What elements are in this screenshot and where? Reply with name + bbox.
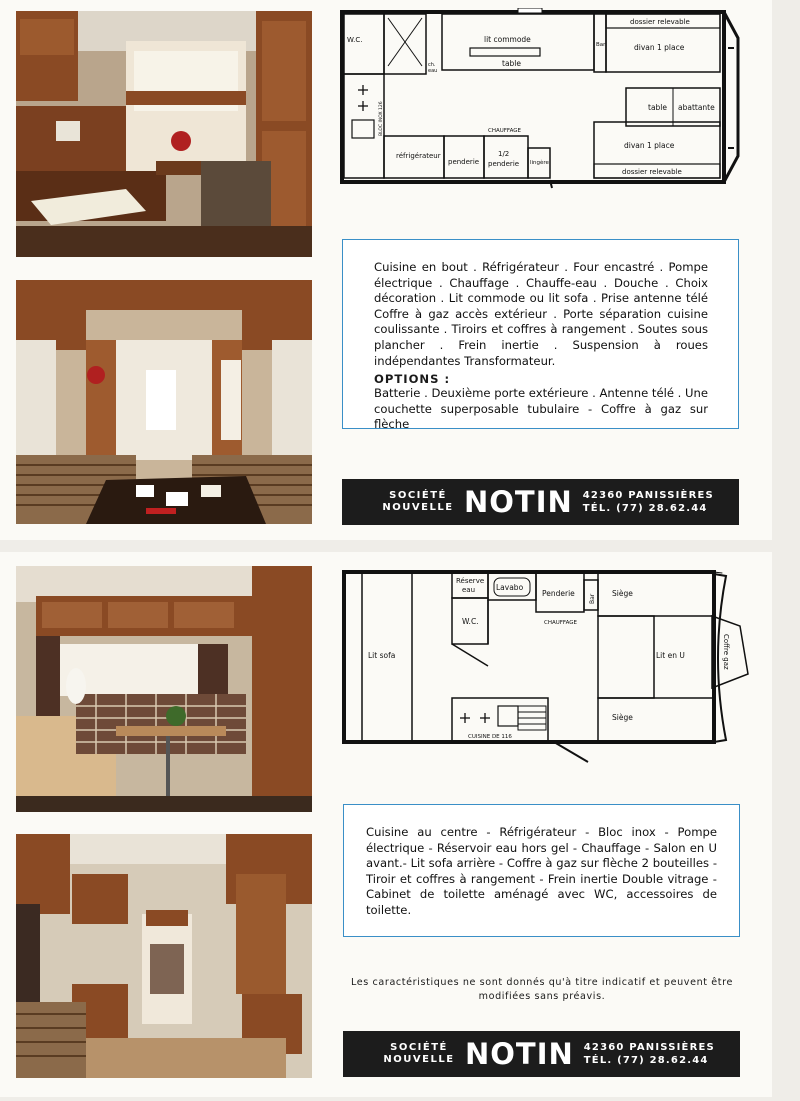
plan-top-bloc: BLOC INOX 126 [379, 101, 384, 136]
top-banner-societe [378, 490, 458, 514]
plan-bot-lit-u: Lit en U [656, 651, 685, 660]
floor-plan-bottom [338, 566, 762, 766]
disclaimer-line-2: modifiées sans préavis. [478, 991, 606, 1002]
plan-top-table-abattante-a: table [648, 103, 667, 112]
plan-bot-coffre-gaz: Coffre gaz [722, 634, 730, 670]
bottom-spec-box [343, 804, 740, 937]
plan-bot-wc: W.C. [462, 617, 479, 626]
floor-plan-top [338, 8, 742, 190]
plan-bot-siege-1: Siège [612, 589, 633, 598]
plan-top-table-abattante-b: abattante [678, 103, 715, 112]
plan-top-chauffage: CHAUFFAGE [488, 128, 521, 134]
plan-bot-chauffage: CHAUFFAGE [544, 620, 577, 626]
top-banner-societe-line: SOCIÉTÉ [389, 490, 447, 501]
plan-top-refrigerateur: réfrigérateur [396, 152, 441, 160]
top-banner-brand: NOTIN [464, 485, 573, 519]
top-banner-address [583, 489, 714, 515]
bottom-banner-nouvelle-line: NOUVELLE [383, 1054, 455, 1065]
plan-top-lit-commode: lit commode [484, 35, 531, 44]
top-spec-text: Cuisine en bout . Réfrigérateur . Four encastré . Pompe électrique . Chauffage . Chauffe-eau . Douche . Choix décoration . Lit commode ou lit sofa . Prise antenne télé Coffre à gaz accès extérieur . Porte séparation cuisine coulissante . Tiroirs et coffres à rangement . Soutes sous plancher . Frein inertie . Suspension à roues indépendantes Transformateur. [374, 260, 708, 368]
plan-bot-penderie: Penderie [542, 589, 575, 598]
plan-bot-reserve-1: Réserve [456, 577, 485, 585]
top-banner-nouvelle-line: NOUVELLE [382, 502, 454, 513]
plan-bot-lavabo: Lavabo [496, 583, 524, 592]
plan-top-shower-label: ch. [428, 62, 436, 68]
bottom-company-banner [343, 1031, 740, 1077]
bottom-banner-brand: NOTIN [465, 1037, 574, 1071]
top-spec-box [342, 239, 739, 432]
bottom-banner-societe-line: SOCIÉTÉ [390, 1042, 448, 1053]
plan-top-table: table [502, 59, 521, 68]
plan-bot-reserve-2: eau [462, 586, 476, 594]
top-company-banner [342, 479, 739, 525]
plan-bot-lit-sofa: Lit sofa [368, 651, 396, 660]
bottom-banner-societe [379, 1042, 459, 1066]
photo-kitchen-interior [16, 11, 312, 257]
plan-top-wc: W.C. [347, 36, 363, 44]
top-options-text: Batterie . Deuxième porte extérieure . Antenne télé . Une couchette superposable tubulaire - Coffre à gaz sur flèche [374, 386, 708, 432]
plan-top-penderie-2: penderie [488, 160, 520, 168]
plan-bot-bar: Bar [589, 593, 596, 604]
photo-corridor [16, 834, 312, 1078]
plan-top-divan-1: divan 1 place [634, 43, 685, 52]
top-banner-address-line2: TÉL. (77) 28.62.44 [582, 503, 708, 514]
bottom-banner-address-line2: TÉL. (77) 28.62.44 [583, 1055, 709, 1066]
bottom-banner-address [584, 1041, 715, 1067]
bottom-spec-text: Cuisine au centre - Réfrigérateur - Bloc inox - Pompe électrique - Réservoir eau hors gel - Chauffage - Salon en U avant.- Lit sofa arrière - Coffre à gaz sur flèche 2 bouteilles - Tiroir et coffres à rangement - Frein inertie Double vitrage - Cabinet de toilette aménagé avec WC, accessoires de toilette. [366, 825, 717, 917]
plan-top-divan-2: divan 1 place [624, 141, 675, 150]
plan-bot-siege-2: Siège [612, 713, 633, 722]
plan-top-shower-label2: eau [428, 68, 438, 74]
top-banner-address-line1: 42360 PANISSIÈRES [582, 490, 714, 501]
plan-top-penderie-1: penderie [448, 158, 480, 166]
plan-top-bar: Bar [596, 42, 606, 48]
photo-lounge-interior [16, 280, 312, 524]
plan-bot-cuisine: CUISINE DE 116 [468, 734, 512, 740]
disclaimer [330, 976, 754, 1004]
plan-top-lingere: lingère [530, 160, 549, 166]
photo-u-salon [16, 566, 312, 812]
disclaimer-line-1: Les caractéristiques ne sont donnés qu'à titre indicatif et peuvent être [351, 977, 733, 988]
plan-top-half: 1/2 [498, 150, 510, 158]
top-options-title: OPTIONS : [374, 372, 451, 387]
plan-top-dossier-1: dossier relevable [630, 18, 690, 26]
bottom-banner-address-line1: 42360 PANISSIÈRES [583, 1042, 715, 1053]
plan-top-dossier-2: dossier relevable [622, 168, 682, 176]
